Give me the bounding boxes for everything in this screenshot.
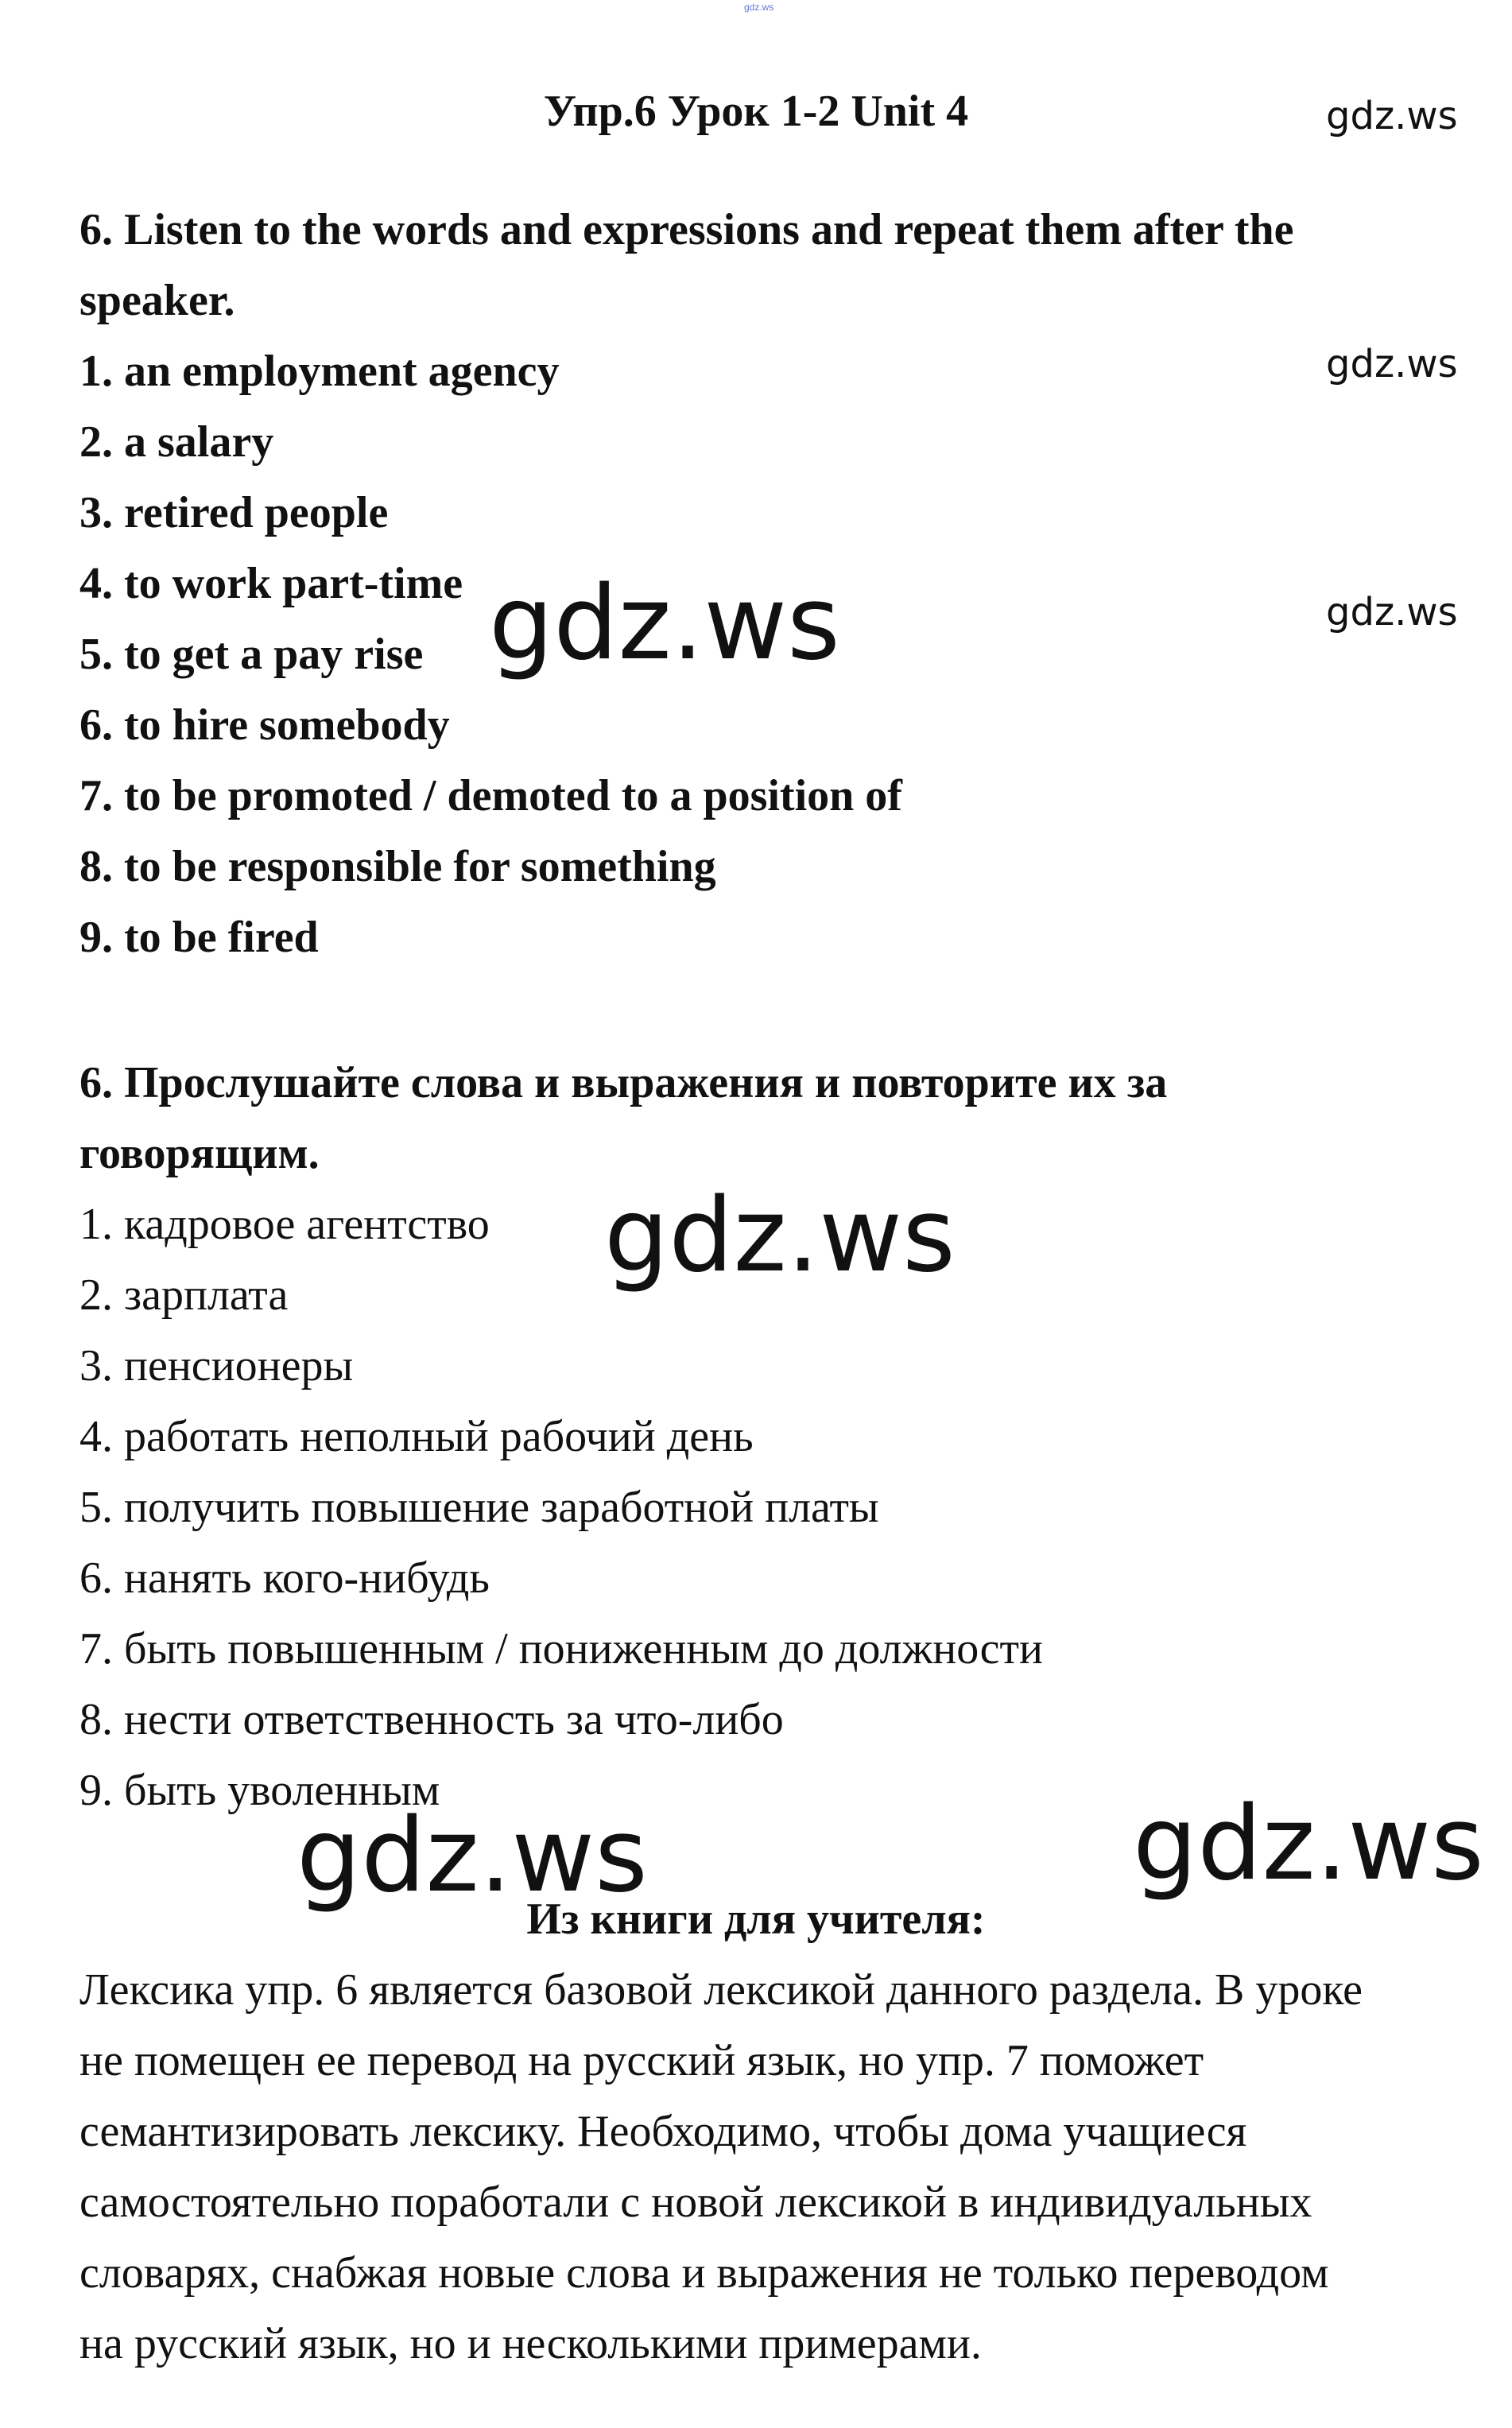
russian-instruction-cont: говорящим. [79, 1129, 320, 1178]
page-title: Упр.6 Урок 1-2 Unit 4 [543, 87, 969, 136]
english-item: 3. retired people [79, 488, 389, 537]
russian-item: 8. нести ответственность за что-либо [79, 1695, 784, 1744]
russian-item: 2. зарплата [79, 1270, 289, 1320]
teacher-note-line: не помещен ее перевод на русский язык, но упр. 7 поможет [79, 2036, 1204, 2085]
watermark-large: gdz.ws [1133, 1785, 1484, 1903]
watermark-small: gdz.ws [1326, 94, 1458, 138]
english-instruction-cont: speaker. [79, 276, 235, 325]
russian-item: 5. получить повышение заработной платы [79, 1483, 879, 1532]
watermark-small: gdz.ws [1326, 342, 1458, 386]
watermark-large: gdz.ws [604, 1177, 956, 1295]
english-item: 4. to work part-time [79, 559, 463, 608]
russian-instruction: 6. Прослушайте слова и выражения и повторите их за [79, 1058, 1168, 1107]
english-item: 6. to hire somebody [79, 700, 450, 750]
english-item: 1. an employment agency [79, 347, 560, 396]
english-item: 8. to be responsible for something [79, 842, 716, 891]
english-instruction: 6. Listen to the words and expressions and repeat them after the [79, 205, 1294, 254]
russian-item: 4. работать неполный рабочий день [79, 1412, 754, 1461]
watermark-small: gdz.ws [1326, 590, 1458, 634]
teacher-note-line: семантизировать лексику. Необходимо, чтобы дома учащиеся [79, 2107, 1247, 2156]
teacher-note-line: на русский язык, но и несколькими примерами. [79, 2319, 982, 2368]
russian-item: 6. нанять кого-нибудь [79, 1553, 490, 1603]
russian-item: 7. быть повышенным / пониженным до должности [79, 1624, 1043, 1674]
russian-section [79, 1048, 1479, 1826]
teacher-note-line: самостоятельно поработали с новой лексикой в индивидуальных [79, 2178, 1312, 2227]
teacher-note-title: Из книги для учителя: [526, 1895, 986, 1944]
russian-item: 3. пенсионеры [79, 1341, 354, 1390]
english-section [79, 195, 1479, 973]
watermark-large: gdz.ws [297, 1797, 648, 1915]
russian-item: 1. кадровое агентство [79, 1200, 490, 1249]
english-item: 5. to get a pay rise [79, 630, 424, 679]
english-item: 2. a salary [79, 417, 274, 467]
watermark-large: gdz.ws [489, 564, 840, 683]
teacher-note-text [79, 1955, 1463, 2380]
russian-item: 9. быть уволенным [79, 1766, 440, 1815]
teacher-note-line: словарях, снабжая новые слова и выражения не только переводом [79, 2248, 1329, 2298]
english-item: 7. to be promoted / demoted to a position of [79, 771, 902, 820]
english-item: 9. to be fired [79, 913, 319, 962]
top-watermark: gdz.ws [744, 2, 774, 13]
teacher-note-line: Лексика упр. 6 является базовой лексикой данного раздела. В уроке [79, 1965, 1363, 2015]
